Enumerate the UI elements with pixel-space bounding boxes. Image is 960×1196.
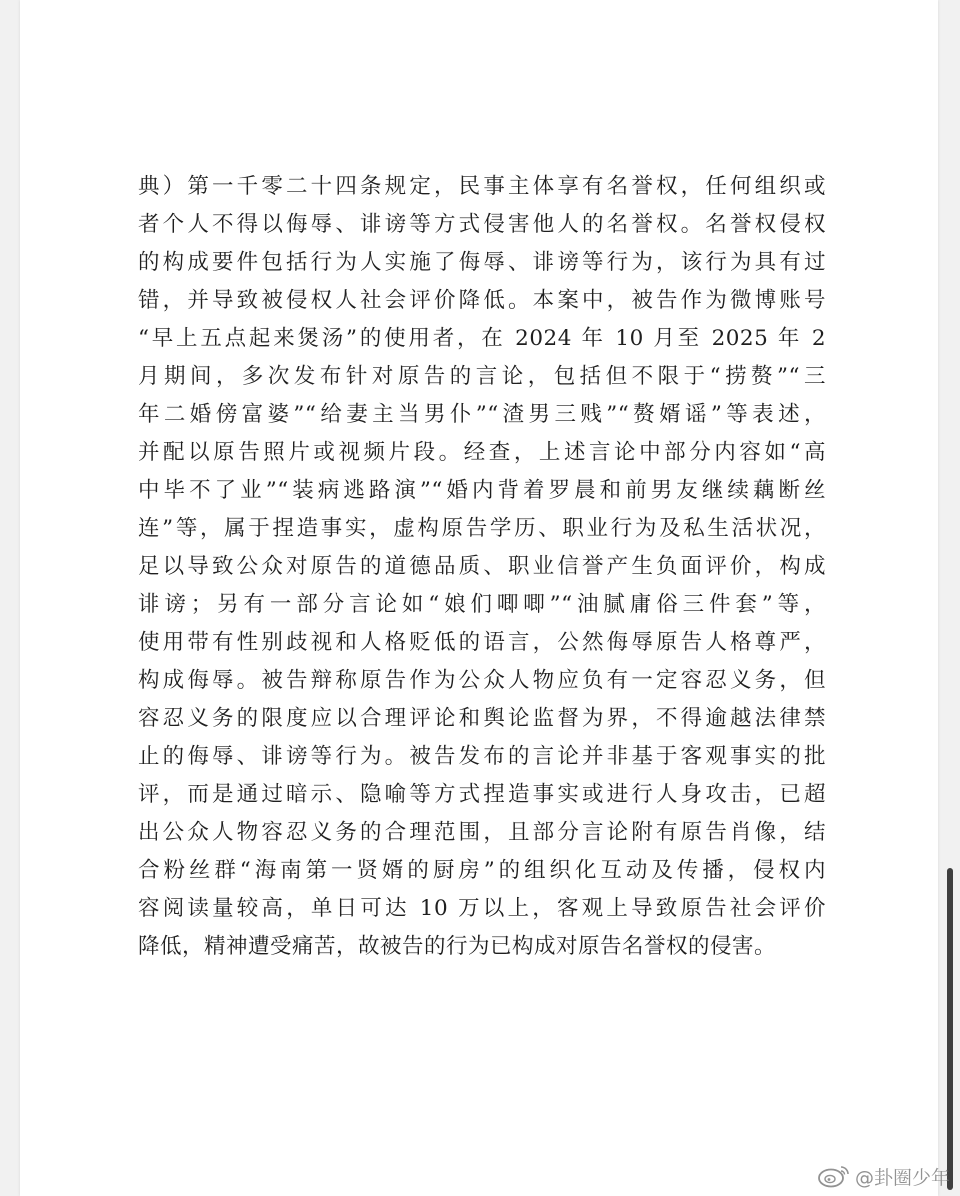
document-page <box>20 0 938 1196</box>
text-line: 中毕不了业”“装病逃路演”“婚内背着罗晨和前男友继续藕断丝 <box>138 478 826 503</box>
text-line: “早上五点起来煲汤”的使用者，在 2024 年 10 月至 2025 年 2 <box>138 326 826 351</box>
text-line: 止的侮辱、诽谤等行为。被告发布的言论并非基于客观事实的批 <box>138 744 826 769</box>
text-line: 足以导致公众对原告的道德品质、职业信誉产生负面评价，构成 <box>138 554 826 579</box>
text-line: 并配以原告照片或视频片段。经查，上述言论中部分内容如“高 <box>138 440 826 465</box>
text-line: 评，而是通过暗示、隐喻等方式捏造事实或进行人身攻击，已超 <box>138 782 826 807</box>
text-line: 错，并导致被侵权人社会评价降低。本案中，被告作为微博账号 <box>138 288 826 313</box>
text-line: 诽谤；另有一部分言论如“娘们唧唧”“油腻庸俗三件套”等， <box>138 592 826 617</box>
weibo-logo-icon <box>817 1164 851 1188</box>
text-line: 容忍义务的限度应以合理评论和舆论监督为界，不得逾越法律禁 <box>138 706 826 731</box>
text-line: 者个人不得以侮辱、诽谤等方式侵害他人的名誉权。名誉权侵权 <box>138 212 826 237</box>
watermark-text: @卦圈少年 <box>854 1166 950 1189</box>
vertical-scrollbar[interactable] <box>944 0 956 1196</box>
text-line: 月期间，多次发布针对原告的言论，包括但不限于“捞赘”“三 <box>138 364 826 389</box>
text-line: 容阅读量较高，单日可达 10 万以上，客观上导致原告社会评价 <box>138 896 826 921</box>
text-line: 的构成要件包括行为人实施了侮辱、诽谤等行为，该行为具有过 <box>138 250 826 275</box>
text-line: 使用带有性别歧视和人格贬低的语言，公然侮辱原告人格尊严， <box>138 630 826 655</box>
document-body <box>138 168 826 966</box>
watermark <box>817 1162 950 1190</box>
text-line: 典）第一千零二十四条规定，民事主体享有名誉权，任何组织或 <box>138 174 826 199</box>
text-line: 合粉丝群“海南第一贤婿的厨房”的组织化互动及传播，侵权内 <box>138 858 826 883</box>
text-line: 连”等，属于捏造事实，虚构原告学历、职业行为及私生活状况， <box>138 516 826 541</box>
text-line: 构成侮辱。被告辩称原告作为公众人物应负有一定容忍义务，但 <box>138 668 826 693</box>
text-line: 出公众人物容忍义务的合理范围，且部分言论附有原告肖像，结 <box>138 820 826 845</box>
text-line-last: 降低，精神遭受痛苦，故被告的行为已构成对原告名誉权的侵害。 <box>138 934 777 959</box>
scrollbar-thumb[interactable] <box>947 868 953 1190</box>
text-line: 年二婚傍富婆”“给妻主当男仆”“渣男三贱”“赘婿谣”等表述， <box>138 402 826 427</box>
